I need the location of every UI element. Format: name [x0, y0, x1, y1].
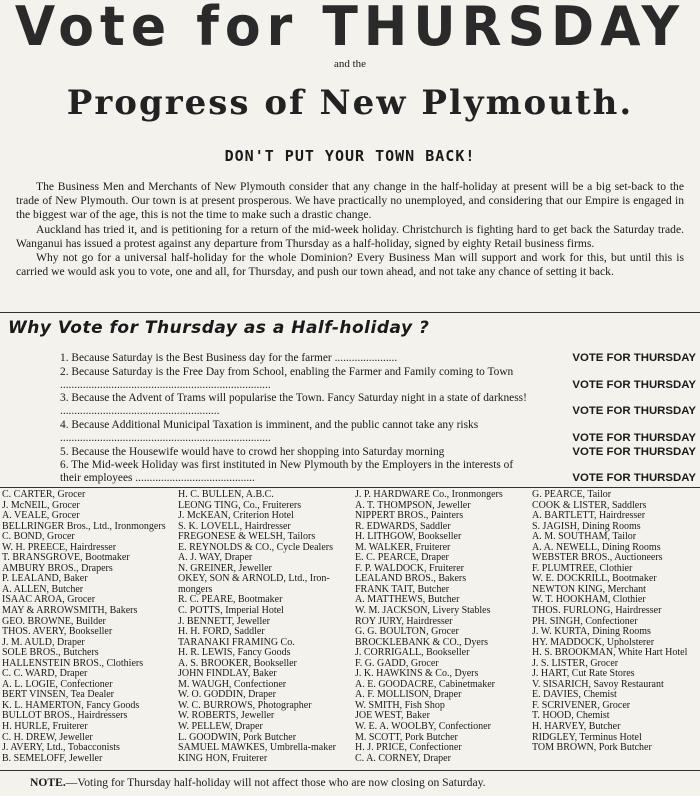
- signatory-entry: C. CARTER, Grocer: [2, 489, 86, 500]
- signatory-entry: A. A. NEWELL, Dining Rooms: [532, 541, 661, 553]
- signatory-entry: A. S. BROOKER, Bookseller: [178, 657, 297, 669]
- signatory-entry: A. BARTLETT, Hairdresser: [532, 510, 646, 522]
- signatory-entry: THOS. AVERY, Bookseller: [2, 626, 113, 638]
- signatory-entry: SAMUEL MAWKES, Umbrella-maker: [178, 742, 336, 754]
- signatory-entry: BERT VINSEN, Tea Dealer: [2, 689, 115, 701]
- reason-item: [60, 459, 696, 485]
- signatory-entry: F. G. GADD, Grocer: [355, 657, 439, 669]
- signatory-entry: ROY JURY, Hairdresser: [355, 615, 453, 627]
- signatory-entry: BROCKLEBANK & CO., Dyers: [355, 636, 489, 648]
- signatory-entry: G. PEARCE, Tailor: [532, 489, 612, 500]
- signatory-entry: TOM BROWN, Pork Butcher: [532, 742, 652, 754]
- signatory-entry: C. A. CORNEY, Draper: [355, 752, 451, 764]
- signatory-entry: A. E. GOODACRE, Cabinetmaker: [355, 678, 495, 690]
- divider-top: [0, 312, 700, 313]
- signatory-entry: W. PELLEW, Draper: [178, 721, 263, 733]
- signatory-entry: H. LITHGOW, Bookseller: [355, 531, 462, 543]
- vote-label: VOTE FOR THURSDAY: [572, 445, 696, 458]
- signatory-entry: LEALAND BROS., Bakers: [355, 573, 467, 585]
- subheadline: Progress of New Plymouth.: [66, 83, 634, 123]
- signatory-entry: J. P. HARDWARE Co., Ironmongers: [355, 489, 503, 500]
- signatory-entry: J. McKEAN, Criterion Hotel: [178, 510, 294, 522]
- signatory-entry: A. L. LOGIE, Confectioner: [2, 678, 113, 690]
- signatory-entry: H. S. BROOKMAN, White Hart Hotel: [532, 647, 688, 659]
- reason-text: 3. Because the Advent of Trams will popularise the Town. Fancy Saturday night in a state of darkness! ........................................................: [60, 392, 527, 418]
- signatory-entry: C. C. WARD, Draper: [2, 668, 88, 680]
- reason-item: [60, 366, 696, 392]
- signatory-column-1: [2, 489, 166, 764]
- signatory-entry: SOLE BROS., Butchers: [2, 647, 99, 659]
- signatory-entry: E. C. PEARCE, Draper: [355, 552, 449, 564]
- signatory-entry: K. L. HAMERTON, Fancy Goods: [2, 699, 140, 711]
- vote-label: VOTE FOR THURSDAY: [572, 378, 696, 391]
- signatory-entry: P. LEALAND, Baker: [2, 573, 88, 585]
- signatory-entry: W. ROBERTS, Jeweller: [178, 710, 275, 722]
- signatory-entry: W. E. DOCKRILL, Bootmaker: [532, 573, 657, 585]
- reason-item: [60, 352, 696, 365]
- signatory-entry: F. P. WALDOCK, Fruiterer: [355, 562, 465, 574]
- reason-text: 5. Because the Housewife would have to crowd her shopping into Saturday morning: [60, 445, 445, 458]
- why-heading: Why Vote for Thursday as a Half-holiday ?: [8, 318, 430, 338]
- signatory-entry: A. T. THOMPSON, Jeweller: [355, 499, 471, 511]
- signatory-entry: A. VEALE, Grocer: [2, 510, 80, 522]
- signatory-column-2: [178, 490, 353, 764]
- signatory-entry: C. BOND, Grocer: [2, 531, 75, 543]
- signatory-entry: R. C. PEARE, Bootmaker: [178, 594, 283, 606]
- vote-label: VOTE FOR THURSDAY: [572, 405, 696, 418]
- signatory-entry: J. BENNETT, Jeweller: [178, 615, 271, 627]
- intro-paragraph-3: Why not go for a universal half-holiday for the whole Dominion? Every Business Man will support and work for this, but until this is carried we would ask you to vote, one and all, for Thursday, and push our town ahead, and not take any chance of setting it back.: [16, 251, 684, 279]
- signatory-entry: A. ALLEN, Butcher: [2, 583, 84, 595]
- reason-text: 2. Because Saturday is the Free Day from School, enabling the Farmer and Family coming to Town ..........................................................................: [60, 365, 514, 391]
- signatory-entry: A. MATTHEWS, Butcher: [355, 594, 460, 606]
- signatory-entry: AMBURY BROS., Drapers: [2, 562, 113, 574]
- signatory-entry: J. K. HAWKINS & Co., Dyers: [355, 668, 479, 680]
- signatory-entry: L. GOODWIN, Pork Butcher: [178, 731, 297, 743]
- signatory-entry: KING HON, Fruiterer: [178, 752, 268, 764]
- signatory-entry: BULLOT BROS., Hairdressers: [2, 710, 128, 722]
- signatory-entry: H. H. FORD, Saddler: [178, 626, 265, 638]
- signatory-entry: S. K. LOVELL, Hairdresser: [178, 520, 291, 532]
- signatory-entry: W. C. BURROWS, Photographer: [178, 699, 312, 711]
- intro-paragraph-2: Auckland has tried it, and is petitioning for a return of the mid-week holiday. Christchurch is fighting hard to get back the Saturday trade. Wanganui has issued a protest against any departure from Thursday as a half-holiday, signed by eighty Retail business firms.: [16, 222, 684, 250]
- divider-bottom: [0, 770, 700, 771]
- signatory-entry: H. R. LEWIS, Fancy Goods: [178, 647, 291, 659]
- reasons-list: [60, 352, 696, 486]
- signatory-entry: FREGONESE & WELSH, Tailors: [178, 531, 316, 543]
- signatory-entry: W. T. HOOKHAM, Clothier: [532, 594, 646, 606]
- intro-text: [16, 180, 684, 279]
- signatory-entry: A. J. WAY, Draper: [178, 552, 253, 564]
- signatory-entry: GEO. BROWNE, Builder: [2, 615, 106, 627]
- headline: Vote for THURSDAY: [14, 0, 686, 59]
- signatory-entry: NEWTON KING, Merchant: [532, 583, 646, 595]
- signatory-entry: J. AVERY, Ltd., Tobacconists: [2, 742, 120, 754]
- signatory-entry: R. EDWARDS, Saddler: [355, 520, 451, 532]
- signatory-entry: F. SCRIVENER, Grocer: [532, 699, 631, 711]
- signatory-entry: ISAAC AROA, Grocer: [2, 594, 96, 606]
- signatory-entry: W. M. JACKSON, Livery Stables: [355, 605, 491, 617]
- note-label: NOTE.: [30, 776, 66, 789]
- signatory-entry: MAY & ARROWSMITH, Bakers: [2, 605, 138, 617]
- reason-text: 1. Because Saturday is the Best Business day for the farmer ......................: [60, 352, 398, 364]
- signatory-entry: J. HART, Cut Rate Stores: [532, 668, 635, 680]
- signatory-entry: FRANK TAIT, Butcher: [355, 583, 450, 595]
- signatory-entry: JOHN FINDLAY, Baker: [178, 668, 277, 680]
- signatory-entry: W. E. A. WOOLBY, Confectioner: [355, 721, 491, 733]
- signatory-entry: W. SMITH, Fish Shop: [355, 699, 445, 711]
- signatory-entry: J. CORRIGALL, Bookseller: [355, 647, 470, 659]
- signatory-entry: LEONG TING, Co., Fruiterers: [178, 499, 302, 511]
- vote-label: VOTE FOR THURSDAY: [572, 431, 696, 444]
- footnote: [30, 776, 690, 789]
- signatory-column-4: [532, 490, 700, 754]
- signatory-entry: BELLRINGER Bros., Ltd., Ironmongers: [2, 520, 166, 532]
- signatory-entry: J. W. KURTA, Dining Rooms: [532, 626, 651, 638]
- signatory-entry: C. H. DREW, Jeweller: [2, 731, 93, 743]
- signatory-column-3: [355, 490, 530, 764]
- signatory-entry: T. BRANSGROVE, Bootmaker: [2, 552, 130, 564]
- signatory-entry: H. C. BULLEN, A.B.C.: [178, 489, 274, 500]
- reason-text: 6. The Mid-week Holiday was first instituted in New Plymouth by the Employers in the interests of their employees ..........................................: [60, 459, 514, 485]
- reason-item: [60, 392, 696, 418]
- signatory-entry: C. POTTS, Imperial Hotel: [178, 605, 284, 617]
- signatory-entry: J. M. AULD, Draper: [2, 636, 85, 648]
- note-text: —Voting for Thursday half-holiday will not affect those who are now closing on Saturday.: [65, 776, 486, 789]
- signatory-entry: B. SEMELOFF, Jeweller: [2, 752, 103, 764]
- signatory-entry: THOS. FURLONG, Hairdresser: [532, 605, 662, 617]
- reason-item: [60, 419, 696, 445]
- divider-signatories: [0, 487, 700, 488]
- signatory-entry: JOE WEST, Baker: [355, 710, 430, 722]
- signatory-entry: E. REYNOLDS & CO., Cycle Dealers: [178, 541, 333, 553]
- signatory-entry: T. HOOD, Chemist: [532, 710, 610, 722]
- signatory-entry: N. GREINER, Jeweller: [178, 562, 272, 574]
- vote-label: VOTE FOR THURSDAY: [572, 472, 696, 485]
- reason-text: 4. Because Additional Municipal Taxation is imminent, and the public cannot take any risks ..........................................................................: [60, 418, 479, 444]
- signatory-entry: W. H. PREECE, Hairdresser: [2, 541, 117, 553]
- signatory-entry: mongers: [178, 583, 213, 595]
- signatory-entry: J. McNEIL, Grocer: [2, 499, 80, 511]
- reason-item: [60, 446, 696, 459]
- signatory-entry: HY. MADDOCK, Upholsterer: [532, 636, 655, 648]
- intro-paragraph-1: The Business Men and Merchants of New Plymouth consider that any change in the half-holiday at present will be a big set-back to the trade of New Plymouth. Our town is at present prosperous. We have practically no unemployed, and considering that our Empire is engaged in the biggest war of the age, this is not the time to make such a drastic change.: [16, 180, 684, 222]
- signatory-entry: NIPPERT BROS., Painters: [355, 510, 464, 522]
- and-the-text: and the: [333, 58, 367, 70]
- signatory-entry: E. DAVIES, Chemist: [532, 689, 617, 701]
- signatory-entry: WEBSTER BROS., Auctioneers: [532, 552, 663, 564]
- signatory-entry: A. F. MOLLISON, Draper: [355, 689, 462, 701]
- signatory-entry: M. WAUGH, Confectioner: [178, 678, 287, 690]
- signatory-entry: M. WALKER, Fruiterer: [355, 541, 451, 553]
- slogan: DON'T PUT YOUR TOWN BACK!: [224, 147, 476, 165]
- vote-label: VOTE FOR THURSDAY: [572, 352, 696, 364]
- signatory-entry: S. JAGISH, Dining Rooms: [532, 520, 641, 532]
- signatory-entry: COOK & LISTER, Saddlers: [532, 499, 647, 511]
- signatory-entry: W. O. GODDIN, Draper: [178, 689, 276, 701]
- signatory-entry: H. HURLE, Fruiterer: [2, 721, 88, 733]
- signatory-entry: A. M. SOUTHAM, Tailor: [532, 531, 637, 543]
- signatory-entry: TARANAKI FRAMING Co.: [178, 636, 295, 648]
- signatory-entry: M. SCOTT, Pork Butcher: [355, 731, 458, 743]
- signatory-entry: G. G. BOULTON, Grocer: [355, 626, 459, 638]
- signatory-entry: HALLENSTEIN BROS., Clothiers: [2, 657, 144, 669]
- signatory-entry: F. PLUMTREE, Clothier: [532, 562, 633, 574]
- signatory-entry: H. J. PRICE, Confectioner: [355, 742, 462, 754]
- signatory-entry: H. HARVEY, Butcher: [532, 721, 621, 733]
- signatory-entry: J. S. LISTER, Grocer: [532, 657, 619, 669]
- signatory-entry: PH. SINGH, Confectioner: [532, 615, 638, 627]
- signatory-entry: V. SISARICH, Savoy Restaurant: [532, 678, 664, 690]
- signatory-entry: OKEY, SON & ARNOLD, Ltd., Iron-: [178, 573, 330, 585]
- signatory-entry: RIDGLEY, Terminus Hotel: [532, 731, 642, 743]
